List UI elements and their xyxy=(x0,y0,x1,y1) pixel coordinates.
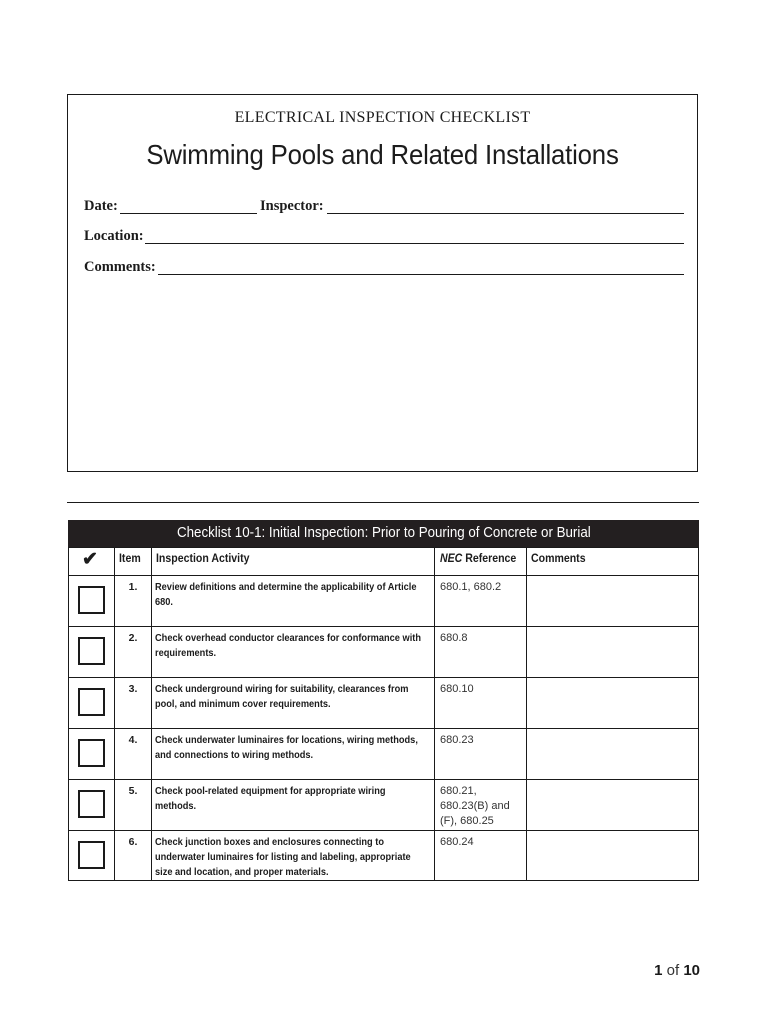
inspection-activity: Check junction boxes and enclosures connecting to underwater luminaires for listing and labeling, appropriate size and location, and proper materials. xyxy=(155,836,411,878)
table-row xyxy=(69,729,700,779)
nec-reference: 680.1, 680.2 xyxy=(440,581,502,593)
nec-reference: 680.21, 680.23(B) and (F), 680.25 xyxy=(440,785,510,827)
nec-reference: 680.23 xyxy=(440,734,474,746)
checklist-title: Checklist 10-1: Initial Inspection: Prior to Pouring of Concrete or Burial xyxy=(176,525,591,541)
current-page: 1 xyxy=(654,962,663,979)
comments-field[interactable] xyxy=(158,274,684,275)
inspection-activity: Check underground wiring for suitability, clearances from pool, and minimum cover requirements. xyxy=(155,683,409,710)
inspection-activity: Check overhead conductor clearances for conformance with requirements. xyxy=(155,632,421,659)
comments-column-header: Comments xyxy=(531,551,586,565)
section-divider xyxy=(67,502,699,503)
inspector-label: Inspector: xyxy=(260,198,324,214)
reference-label: Reference xyxy=(462,551,517,565)
nec-label: NEC xyxy=(440,551,463,565)
checklist-table xyxy=(68,520,699,881)
inspection-activity: Check underwater luminaires for locations, wiring methods, and connections to wiring methods. xyxy=(155,734,418,761)
nec-reference: 680.10 xyxy=(440,683,474,695)
nec-reference: 680.8 xyxy=(440,632,468,644)
inspection-activity: Review definitions and determine the applicability of Article 680. xyxy=(155,581,417,608)
row-checkbox[interactable] xyxy=(78,586,105,614)
item-number: 6. xyxy=(128,836,138,848)
checkmark-column-header: ✔ xyxy=(82,549,98,570)
row-checkbox[interactable] xyxy=(78,841,105,869)
comments-label: Comments: xyxy=(84,259,156,275)
checklist-title-bar xyxy=(68,520,699,547)
inspection-activity: Check pool-related equipment for appropriate wiring methods. xyxy=(155,785,386,812)
item-number: 3. xyxy=(128,683,138,695)
date-label: Date: xyxy=(84,198,118,214)
table-row xyxy=(69,780,700,830)
page-of-label: of xyxy=(666,962,680,979)
table-row xyxy=(69,678,700,728)
total-pages: 10 xyxy=(683,962,700,979)
row-checkbox[interactable] xyxy=(78,637,105,665)
document-title: Swimming Pools and Related Installations xyxy=(146,139,619,170)
nec-reference: 680.24 xyxy=(440,836,474,848)
item-number: 4. xyxy=(128,734,138,746)
activity-column-header: Inspection Activity xyxy=(156,551,250,565)
table-row xyxy=(69,831,700,881)
row-checkbox[interactable] xyxy=(78,739,105,767)
nec-reference-column-header xyxy=(440,551,516,565)
row-checkbox[interactable] xyxy=(78,790,105,818)
item-number: 1. xyxy=(128,581,138,593)
location-field[interactable] xyxy=(145,243,684,244)
table-row xyxy=(69,627,700,677)
table-row xyxy=(69,576,700,626)
row-checkbox[interactable] xyxy=(78,688,105,716)
page-indicator xyxy=(654,962,700,979)
document-subtitle: ELECTRICAL INSPECTION CHECKLIST xyxy=(234,109,531,126)
item-column-header: Item xyxy=(119,551,141,565)
inspector-field[interactable] xyxy=(327,213,684,214)
item-number: 5. xyxy=(128,785,138,797)
item-number: 2. xyxy=(128,632,138,644)
inspection-header-box xyxy=(67,94,698,472)
date-field[interactable] xyxy=(120,213,257,214)
checklist-grid xyxy=(68,547,699,881)
location-label: Location: xyxy=(84,228,144,244)
